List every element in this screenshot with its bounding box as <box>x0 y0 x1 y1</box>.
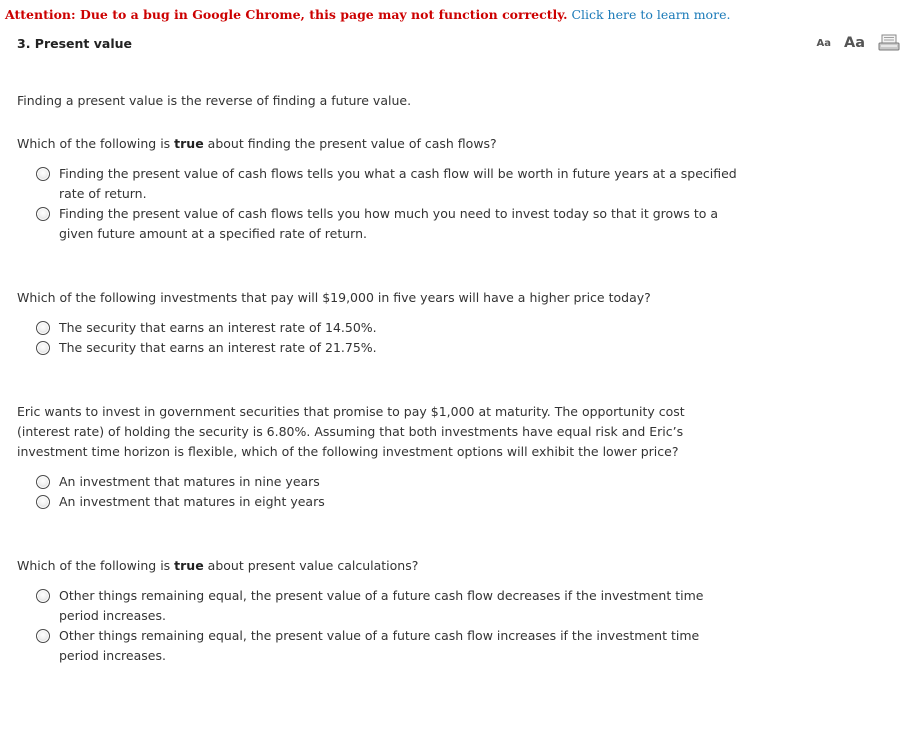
prompt-text: about present value calculations? <box>203 558 419 573</box>
question-1 <box>17 134 737 244</box>
radio-button[interactable] <box>36 495 50 509</box>
option-label: Finding the present value of cash flows tells you what a cash flow will be worth in future years at a specified rate of return. <box>59 166 737 201</box>
q1-option-2[interactable] <box>36 204 737 244</box>
q2-option-2[interactable] <box>36 338 737 358</box>
question-3-prompt: Eric wants to invest in government securities that promise to pay $1,000 at maturity. The opportunity cost (interest rate) of holding the security is 6.80%. Assuming that both investments have equal risk and Eric’s investment time horizon is flexible, which of the following investment options will exhibit the lower price? <box>17 404 685 459</box>
question-1-prompt <box>17 134 737 154</box>
radio-button[interactable] <box>36 167 50 181</box>
q4-option-1[interactable] <box>36 586 737 626</box>
learn-more-link[interactable]: Click here to learn more. <box>571 7 731 22</box>
question-3 <box>17 402 729 512</box>
option-label: Finding the present value of cash flows tells you how much you need to invest today so that it grows to a given future amount at a specified rate of return. <box>59 206 719 241</box>
option-label: The security that earns an interest rate of 14.50%. <box>59 320 377 335</box>
prompt-text: Which of the following is <box>17 558 175 573</box>
prompt-text: Which of the following is <box>17 136 175 151</box>
toolbar <box>816 34 900 52</box>
question-title: 3. Present value <box>17 36 132 51</box>
q2-option-1[interactable] <box>36 318 737 338</box>
option-label: Other things remaining equal, the present value of a future cash flow increases if the investment time period increases. <box>59 628 700 663</box>
question-2-options <box>17 318 737 358</box>
question-4 <box>17 556 737 666</box>
option-label: An investment that matures in eight years <box>59 494 325 509</box>
q3-option-1[interactable] <box>36 472 729 492</box>
question-2 <box>17 288 737 358</box>
attention-message: Attention: Due to a bug in Google Chrome, this page may not function correctly. <box>5 7 568 22</box>
option-label: Other things remaining equal, the present value of a future cash flow decreases if the investment time period increases. <box>59 588 704 623</box>
question-3-options <box>17 472 729 512</box>
prompt-emphasis: true <box>174 558 204 573</box>
browser-warning-banner <box>5 7 730 22</box>
radio-button[interactable] <box>36 629 50 643</box>
radio-button[interactable] <box>36 475 50 489</box>
increase-font-button[interactable]: Aa <box>843 35 865 51</box>
option-label: The security that earns an interest rate of 21.75%. <box>59 340 377 355</box>
prompt-text: about finding the present value of cash flows? <box>203 136 497 151</box>
q1-option-1[interactable] <box>36 164 737 204</box>
radio-button[interactable] <box>36 341 50 355</box>
option-label: An investment that matures in nine years <box>59 474 320 489</box>
prompt-emphasis: true <box>174 136 204 151</box>
question-1-options <box>17 164 737 244</box>
printer-icon[interactable] <box>878 34 900 52</box>
question-4-prompt <box>17 556 737 576</box>
radio-button[interactable] <box>36 321 50 335</box>
intro-text: Finding a present value is the reverse of finding a future value. <box>17 93 412 108</box>
question-2-prompt: Which of the following investments that pay will $19,000 in five years will have a higher price today? <box>17 290 651 305</box>
question-4-options <box>17 586 737 666</box>
radio-button[interactable] <box>36 589 50 603</box>
q3-option-2[interactable] <box>36 492 729 512</box>
radio-button[interactable] <box>36 207 50 221</box>
decrease-font-button[interactable]: Aa <box>816 37 831 49</box>
q4-option-2[interactable] <box>36 626 737 666</box>
